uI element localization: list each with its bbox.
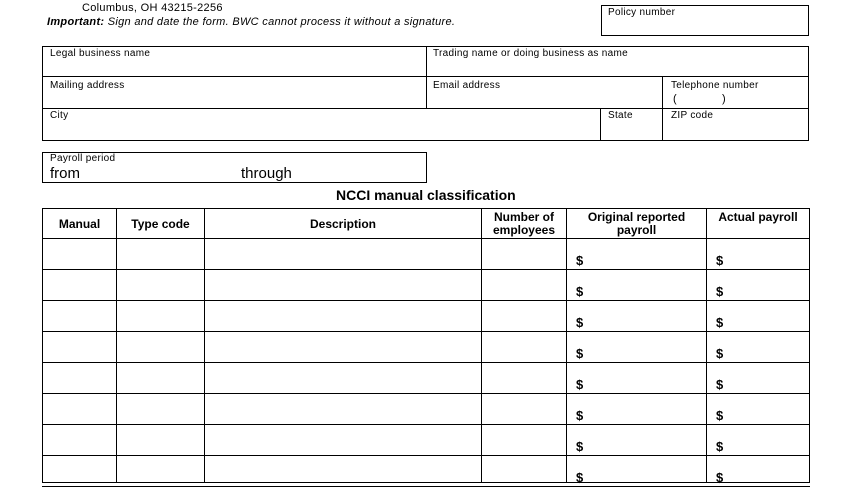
actual-payroll-dollar-sign: $: [716, 470, 724, 485]
policy-number-label: Policy number: [608, 7, 676, 18]
trading-name-field[interactable]: [427, 60, 808, 75]
column-header-number-of-employees-line2: employees: [492, 223, 556, 237]
description-cell[interactable]: [205, 270, 480, 300]
column-header-type-code: Type code: [131, 217, 190, 231]
description-cell[interactable]: [205, 425, 480, 455]
type-code-cell[interactable]: [117, 332, 203, 362]
payroll-through-label: through: [241, 165, 292, 182]
actual-payroll-dollar-sign: $: [716, 284, 724, 299]
type-code-cell[interactable]: [117, 456, 203, 486]
type-code-cell[interactable]: [117, 239, 203, 269]
manual-cell[interactable]: [43, 270, 115, 300]
type-code-cell[interactable]: [117, 301, 203, 331]
zip-code-field[interactable]: [663, 122, 808, 140]
description-cell[interactable]: [205, 239, 480, 269]
original-payroll-dollar-sign: $: [576, 346, 584, 361]
number-of-employees-cell[interactable]: [482, 270, 565, 300]
manual-cell[interactable]: [43, 332, 115, 362]
manual-cell[interactable]: [43, 301, 115, 331]
mailing-address-field[interactable]: [43, 92, 425, 107]
manual-cell[interactable]: [43, 363, 115, 393]
telephone-paren-close: ): [722, 93, 726, 105]
trading-name-label: Trading name or doing business as name: [433, 48, 629, 59]
original-payroll-dollar-sign: $: [576, 470, 584, 485]
type-code-cell[interactable]: [117, 270, 203, 300]
policy-number-field[interactable]: [601, 5, 809, 36]
classification-title: NCCI manual classification: [336, 187, 516, 203]
description-cell[interactable]: [205, 332, 480, 362]
address-line: Columbus, OH 43215-2256: [82, 2, 223, 14]
number-of-employees-cell[interactable]: [482, 394, 565, 424]
number-of-employees-cell[interactable]: [482, 425, 565, 455]
type-code-cell[interactable]: [117, 363, 203, 393]
original-reported-payroll-cell[interactable]: [567, 425, 705, 455]
original-reported-payroll-cell[interactable]: [567, 456, 705, 486]
mailing-address-label: Mailing address: [50, 80, 125, 91]
email-address-label: Email address: [433, 80, 501, 91]
column-header-number-of-employees-line1: Number of: [494, 210, 554, 224]
number-of-employees-cell[interactable]: [482, 332, 565, 362]
number-of-employees-cell[interactable]: [482, 239, 565, 269]
manual-cell[interactable]: [43, 456, 115, 486]
telephone-paren-open: (: [673, 93, 677, 105]
actual-payroll-dollar-sign: $: [716, 346, 724, 361]
original-reported-payroll-cell[interactable]: [567, 270, 705, 300]
column-header-original-reported-line1: Original reported: [587, 210, 686, 224]
original-payroll-dollar-sign: $: [576, 284, 584, 299]
original-reported-payroll-cell[interactable]: [567, 332, 705, 362]
legal-business-name-field[interactable]: [43, 60, 425, 75]
description-cell[interactable]: [205, 394, 480, 424]
payroll-period-label: Payroll period: [50, 153, 116, 164]
original-payroll-dollar-sign: $: [576, 377, 584, 392]
state-field[interactable]: [601, 122, 661, 140]
manual-cell[interactable]: [43, 239, 115, 269]
column-header-manual: Manual: [58, 217, 101, 231]
payroll-period-field[interactable]: [42, 152, 427, 183]
original-reported-payroll-cell[interactable]: [567, 239, 705, 269]
payroll-from-label: from: [50, 165, 80, 182]
column-header-original-reported-payroll: [567, 211, 706, 237]
original-payroll-dollar-sign: $: [576, 253, 584, 268]
number-of-employees-cell[interactable]: [482, 301, 565, 331]
description-cell[interactable]: [205, 301, 480, 331]
original-payroll-dollar-sign: $: [576, 439, 584, 454]
column-header-original-reported-line2: payroll: [616, 223, 657, 237]
email-address-field[interactable]: [427, 92, 661, 107]
state-label: State: [608, 110, 633, 121]
number-of-employees-cell[interactable]: [482, 363, 565, 393]
telephone-number-field[interactable]: [663, 92, 808, 107]
manual-cell[interactable]: [43, 394, 115, 424]
original-reported-payroll-cell[interactable]: [567, 363, 705, 393]
city-field[interactable]: [43, 122, 599, 140]
original-payroll-dollar-sign: $: [576, 408, 584, 423]
actual-payroll-dollar-sign: $: [716, 408, 724, 423]
description-cell[interactable]: [205, 456, 480, 486]
original-reported-payroll-cell[interactable]: [567, 301, 705, 331]
telephone-number-label: Telephone number: [671, 80, 759, 91]
manual-cell[interactable]: [43, 425, 115, 455]
column-header-number-of-employees: [482, 211, 566, 237]
column-header-description: Description: [309, 217, 376, 231]
actual-payroll-dollar-sign: $: [716, 253, 724, 268]
number-of-employees-cell[interactable]: [482, 456, 565, 486]
type-code-cell[interactable]: [117, 425, 203, 455]
important-note: [47, 17, 455, 28]
original-payroll-dollar-sign: $: [576, 315, 584, 330]
important-label: Important:: [47, 16, 105, 28]
actual-payroll-dollar-sign: $: [716, 439, 724, 454]
city-label: City: [50, 110, 69, 121]
actual-payroll-dollar-sign: $: [716, 377, 724, 392]
actual-payroll-dollar-sign: $: [716, 315, 724, 330]
important-text: Sign and date the form. BWC cannot process it without a signature.: [107, 16, 456, 28]
column-header-actual-payroll: Actual payroll: [718, 210, 798, 224]
original-reported-payroll-cell[interactable]: [567, 394, 705, 424]
description-cell[interactable]: [205, 363, 480, 393]
zip-code-label: ZIP code: [671, 110, 714, 121]
type-code-cell[interactable]: [117, 394, 203, 424]
legal-business-name-label: Legal business name: [50, 48, 151, 59]
